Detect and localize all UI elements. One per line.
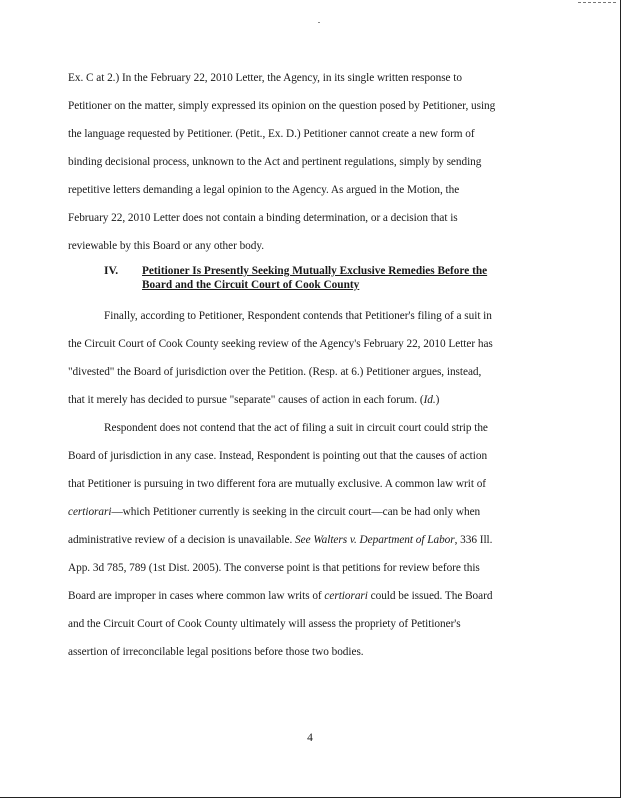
- paragraph-1-line: binding decisional process, unknown to the Act and pertinent regulations, simply by sending: [68, 156, 482, 168]
- paragraph-2-close: ): [435, 394, 440, 406]
- paragraph-3-line: [68, 533, 554, 547]
- paragraph-3-line: assertion of irreconcilable legal positions before those two bodies.: [68, 646, 364, 658]
- case-citation: See Walters v. Department of Labor: [295, 534, 455, 546]
- paragraph-3-line: [68, 589, 554, 603]
- paragraph-2-line: "divested" the Board of jurisdiction over the Petition. (Resp. at 6.) Petitioner argues, instead,: [68, 366, 482, 378]
- certiorari-term: certiorari: [324, 590, 368, 602]
- paragraph-2-text: that it merely has decided to pursue "separate" causes of action in each forum. (: [68, 394, 424, 406]
- paragraph-1-line: Ex. C at 2.) In the February 22, 2010 Letter, the Agency, in its single written response to: [68, 72, 462, 84]
- paragraph-1-line: Petitioner on the matter, simply expressed its opinion on the question posed by Petitioner, using: [68, 100, 496, 112]
- certiorari-term: certiorari: [68, 506, 112, 518]
- paragraph-1-line: February 22, 2010 Letter does not contain a binding determination, or a decision that is: [68, 212, 458, 224]
- paragraph-3-text: could be issued. The Board: [367, 590, 493, 602]
- page-number: 4: [307, 732, 313, 744]
- paragraph-3-text: Board are improper in cases where common law writs of: [68, 590, 325, 602]
- paragraph-3-line: that Petitioner is pursuing in two different fora are mutually exclusive. A common law writ of: [68, 478, 487, 490]
- paragraph-3-text: —which Petitioner currently is seeking in the circuit court—can be had only when: [111, 506, 481, 518]
- paragraph-1-line: the language requested by Petitioner. (Petit., Ex. D.) Petitioner cannot create a new form of: [68, 128, 475, 140]
- paragraph-3-line: Respondent does not contend that the act of filing a suit in circuit court could strip the: [104, 422, 488, 434]
- scan-corner-mark: [578, 2, 616, 4]
- paragraph-2-line: the Circuit Court of Cook County seeking review of the Agency's February 22, 2010 Letter has: [68, 338, 493, 350]
- paragraph-1-line: reviewable by this Board or any other body.: [68, 240, 265, 252]
- paragraph-3-text: administrative review of a decision is unavailable.: [68, 534, 296, 546]
- paragraph-3-line: App. 3d 785, 789 (1st Dist. 2005). The converse point is that petitions for review before this: [68, 562, 480, 574]
- section-heading-line: Petitioner Is Presently Seeking Mutually Exclusive Remedies Before the: [142, 265, 488, 277]
- paragraph-1-line: repetitive letters demanding a legal opinion to the Agency. As argued in the Motion, the: [68, 184, 460, 196]
- paragraph-3-line: and the Circuit Court of Cook County ultimately will assess the propriety of Petitioner's: [68, 618, 461, 630]
- section-heading-line: Board and the Circuit Court of Cook County: [142, 279, 360, 291]
- paragraph-2-line: Finally, according to Petitioner, Respondent contends that Petitioner's filing of a suit in: [104, 310, 492, 322]
- paragraph-3-line: [68, 505, 554, 519]
- scan-speck: [318, 22, 320, 23]
- id-citation: Id.: [423, 394, 436, 406]
- paragraph-3-text: , 336 Ill.: [454, 534, 493, 546]
- paragraph-2-line: [68, 393, 554, 407]
- section-number: IV.: [104, 265, 119, 277]
- paragraph-3-line: Board of jurisdiction in any case. Instead, Respondent is pointing out that the causes of action: [68, 450, 488, 462]
